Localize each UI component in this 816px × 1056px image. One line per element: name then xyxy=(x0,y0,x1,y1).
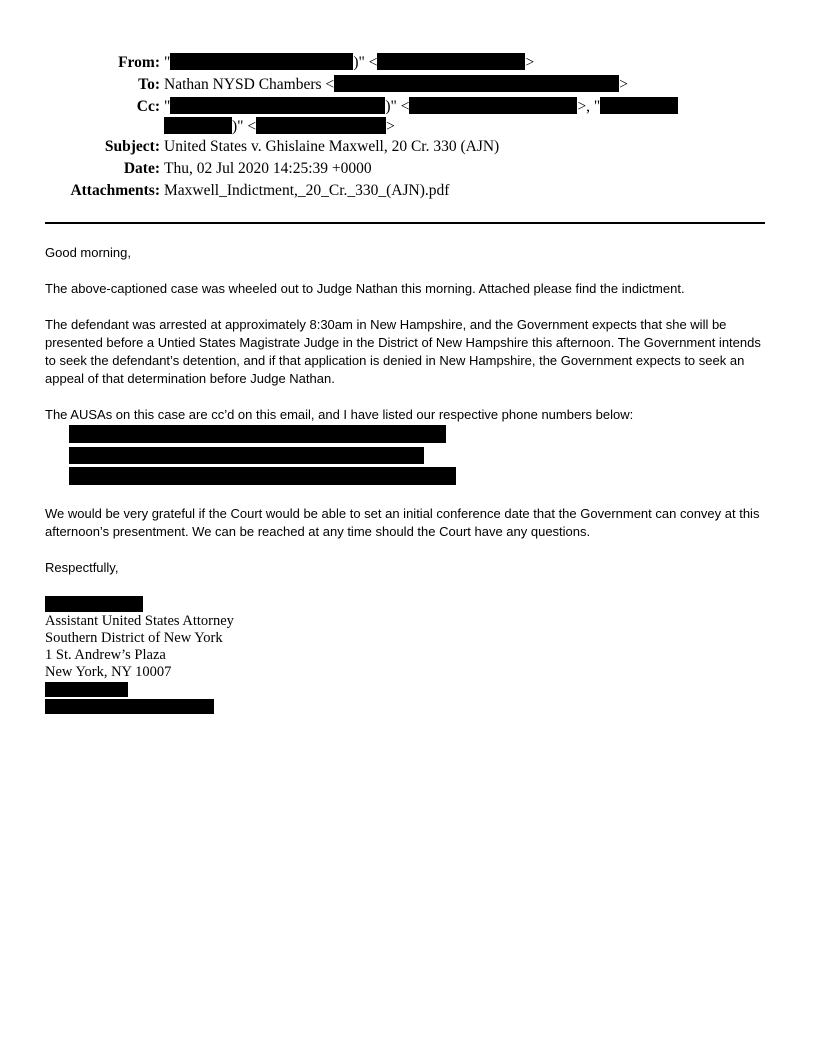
redaction-block xyxy=(170,97,385,114)
redaction-block xyxy=(377,53,525,70)
to-label: To: xyxy=(138,76,160,93)
greeting: Good morning, xyxy=(45,245,131,260)
cc-value-continued: )" < > xyxy=(164,116,395,138)
signature-office: Southern District of New York xyxy=(45,630,223,646)
date-value: Thu, 02 Jul 2020 14:25:39 +0000 xyxy=(164,160,372,177)
redacted-signer-name xyxy=(45,596,143,612)
from-value: " )" < > xyxy=(164,54,535,71)
to-value: Nathan NYSD Chambers < > xyxy=(164,76,628,93)
redacted-phone xyxy=(45,682,128,697)
attachments-label: Attachments: xyxy=(70,182,160,199)
redacted-phone-line-3 xyxy=(69,467,456,485)
redaction-block xyxy=(164,117,232,134)
paragraph-4: We would be very grateful if the Court would be able to set an initial conference date that the Government can convey at this afternoon’s presentment. We can be reached at any time should the Court have any questions. xyxy=(45,506,760,539)
redaction-block xyxy=(170,53,353,70)
cc-label: Cc: xyxy=(136,98,160,115)
redaction-block xyxy=(600,97,678,114)
signature-street: 1 St. Andrew’s Plaza xyxy=(45,647,166,663)
paragraph-2: The defendant was arrested at approximately 8:30am in New Hampshire, and the Government expects that she will be presented before a Untied States Magistrate Judge in the District of New Hampshire this afternoon. The Government intends to seek the defendant’s detention, and if that application is denied in New Hampshire, the Government expects to seek an appeal of that determination before Judge Nathan. xyxy=(45,317,761,386)
cc-value: " )" < >, " xyxy=(164,96,678,118)
redacted-phone-line-2 xyxy=(69,447,424,464)
date-label: Date: xyxy=(123,160,160,177)
signature-title: Assistant United States Attorney xyxy=(45,613,234,629)
subject-value: United States v. Ghislaine Maxwell, 20 Cr. 330 (AJN) xyxy=(164,138,500,155)
redacted-email xyxy=(45,699,214,714)
redaction-block xyxy=(334,75,619,92)
redaction-block xyxy=(256,117,386,134)
header-divider xyxy=(45,222,765,224)
subject-label: Subject: xyxy=(104,138,160,155)
closing: Respectfully, xyxy=(45,560,119,575)
redaction-block xyxy=(409,97,577,114)
attachment-filename: Maxwell_Indictment,_20_Cr._330_(AJN).pdf xyxy=(164,182,450,199)
redacted-phone-line-1 xyxy=(69,425,446,443)
paragraph-1: The above-captioned case was wheeled out to Judge Nathan this morning. Attached please find the indictment. xyxy=(45,281,685,296)
from-label: From: xyxy=(118,54,160,71)
paragraph-3: The AUSAs on this case are cc’d on this email, and I have listed our respective phone numbers below: xyxy=(45,407,634,422)
signature-city: New York, NY 10007 xyxy=(45,664,172,680)
